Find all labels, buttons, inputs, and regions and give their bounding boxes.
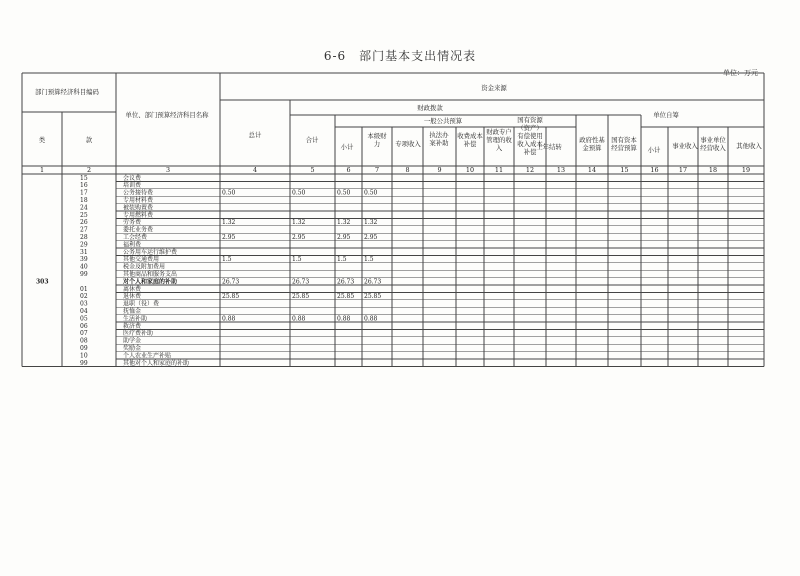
cell-heji: 25.85 xyxy=(292,293,310,301)
cell-kuan: 29 xyxy=(80,241,88,249)
cell-name: 退休费 xyxy=(123,293,142,301)
cell-heji: 26.73 xyxy=(292,278,310,286)
cell-xiaoji: 2.95 xyxy=(337,234,351,241)
column-number: 9 xyxy=(437,166,442,175)
cell-benji: 0.88 xyxy=(364,315,378,323)
table-row xyxy=(80,322,142,330)
cell-name: 工会经费 xyxy=(123,234,148,241)
column-number: 11 xyxy=(494,166,504,175)
cell-xiaoji: 25.85 xyxy=(337,293,355,301)
cell-kuan: 07 xyxy=(80,330,88,338)
cell-total: 2.95 xyxy=(222,234,236,241)
cell-heji: 0.88 xyxy=(292,315,306,323)
column-number: 16 xyxy=(650,166,659,175)
table-row xyxy=(80,351,171,359)
cell-kuan: 25 xyxy=(80,211,88,219)
cell-total: 25.85 xyxy=(222,293,240,301)
column-number: 12 xyxy=(525,166,535,175)
cell-kuan: 17 xyxy=(80,189,88,197)
table-row xyxy=(80,270,177,278)
cell-benji: 2.95 xyxy=(364,234,378,241)
column-number-row xyxy=(40,166,750,174)
cell-benji: 26.73 xyxy=(364,278,382,286)
cell-name: 专用燃料费 xyxy=(123,211,154,219)
column-number: 1 xyxy=(39,166,45,175)
cell-kuan: 39 xyxy=(80,256,88,264)
header-qita: 其他收入 xyxy=(736,142,762,150)
column-number: 6 xyxy=(346,166,351,175)
cell-name: 抚恤金 xyxy=(123,308,142,315)
cell-total: 0.88 xyxy=(222,315,236,323)
header-self: 单位自筹 xyxy=(653,111,679,119)
cell-name: 其他对个人和家庭的补助 xyxy=(123,359,190,367)
cell-xiaoji: 1.32 xyxy=(337,219,351,227)
cell-xiaoji: 1.5 xyxy=(337,256,347,264)
column-number: 18 xyxy=(708,166,718,175)
cell-name: 公务用车运行维护费 xyxy=(123,248,178,256)
table-row xyxy=(80,226,154,234)
cell-name: 对个人和家庭的补助 xyxy=(123,278,178,286)
column-number: 2 xyxy=(86,166,92,175)
cell-kuan: 24 xyxy=(80,204,88,212)
header-self-xiaoji: 小计 xyxy=(647,146,661,154)
cell-name: 奖励金 xyxy=(123,345,142,352)
cell-xiaoji: 0.50 xyxy=(337,189,351,197)
cell-heji: 1.5 xyxy=(292,256,302,264)
cell-name: 离休费 xyxy=(123,285,142,293)
cell-name: 培训费 xyxy=(123,182,142,190)
cell-kuan: 03 xyxy=(80,300,88,308)
cell-kuan: 28 xyxy=(80,234,88,241)
page-title: 6-6 部门基本支出情况表 xyxy=(323,49,477,63)
cell-kuan: 15 xyxy=(80,174,88,182)
header-source: 资金来源 xyxy=(481,84,507,92)
table-row xyxy=(80,307,141,315)
cell-kuan: 10 xyxy=(80,352,88,360)
header-heji: 合计 xyxy=(305,136,319,144)
cell-name: 公务接待费 xyxy=(123,189,154,197)
header-general-budget: 一般公共预算 xyxy=(423,117,463,125)
cell-benji: 25.85 xyxy=(364,293,382,301)
column-number: 14 xyxy=(587,166,597,175)
table-row xyxy=(80,255,374,263)
table-row xyxy=(80,292,381,300)
cell-xiaoji: 26.73 xyxy=(337,278,355,286)
table-row xyxy=(80,359,189,367)
header-total: 总计 xyxy=(248,131,262,139)
table-row xyxy=(80,174,142,182)
header-shangnian: 上年结转 xyxy=(536,143,562,151)
cell-heji: 0.50 xyxy=(292,189,306,197)
table-row xyxy=(80,189,378,197)
header-zhifa: 案补助 xyxy=(429,139,449,147)
column-number: 4 xyxy=(252,166,258,175)
header-guoyou-zichan: 补偿 xyxy=(523,148,537,156)
table-row xyxy=(80,248,178,256)
header-name: 单位、部门预算经济科目名称 xyxy=(125,111,209,119)
cell-name: 福利费 xyxy=(123,241,142,249)
header-shoufei: 补偿 xyxy=(463,140,477,148)
cell-name: 专用材料费 xyxy=(123,197,154,204)
header-code-group: 部门预算经济科目编码 xyxy=(35,88,99,96)
header-lei: 类 xyxy=(38,136,46,144)
cell-name: 生活补助 xyxy=(123,315,148,323)
cell-name: 个人农业生产补贴 xyxy=(123,352,172,360)
header-guoyou-ziben: 经营预算 xyxy=(611,144,637,152)
table-row xyxy=(80,337,141,345)
column-number: 15 xyxy=(620,166,629,175)
header-shiye-jingying: 事业单位 xyxy=(700,136,726,144)
cell-kuan: 16 xyxy=(80,182,88,190)
cell-heji: 1.32 xyxy=(292,219,306,227)
cell-kuan: 04 xyxy=(80,308,88,315)
table-row xyxy=(80,314,378,322)
header-caizheng-zhuanhu: 管理的收 xyxy=(486,136,512,144)
header-caizheng-zhuanhu: 财政专户 xyxy=(486,128,512,136)
cell-kuan: 40 xyxy=(80,263,88,271)
column-number: 3 xyxy=(165,166,171,175)
table-row xyxy=(80,285,142,293)
table-row xyxy=(80,263,165,271)
cell-total: 0.50 xyxy=(222,189,236,197)
cell-name: 被装购置费 xyxy=(123,204,154,212)
cell-xiaoji: 0.88 xyxy=(337,315,351,323)
header-caizheng-zhuanhu: 入 xyxy=(495,144,503,152)
column-number: 8 xyxy=(405,166,410,175)
cell-kuan: 06 xyxy=(80,322,88,330)
cell-name: 会议费 xyxy=(123,174,142,182)
header-guoyou-ziben: 国有资本 xyxy=(611,136,637,144)
cell-kuan: 08 xyxy=(80,337,88,345)
cell-kuan: 09 xyxy=(80,345,88,352)
cell-total: 1.32 xyxy=(222,219,236,227)
cell-kuan: 01 xyxy=(80,285,88,293)
header-fiscal: 财政拨款 xyxy=(417,104,443,112)
header-guoyou-zichan: 国有资源 xyxy=(517,116,543,124)
header-benji: 力 xyxy=(373,140,381,148)
header-kuan: 款 xyxy=(85,136,93,144)
table-row xyxy=(80,203,154,211)
header-shoufei: 收费成本 xyxy=(457,132,483,140)
table-row xyxy=(80,300,160,308)
cell-kuan: 18 xyxy=(80,197,88,204)
cell-total: 26.73 xyxy=(222,278,240,286)
header-shiye: 事业收入 xyxy=(672,142,698,150)
cell-kuan: 99 xyxy=(80,359,88,367)
header-guoyou-zichan: 有偿使用 xyxy=(517,132,543,140)
header-zhifa: 执法办 xyxy=(429,131,449,139)
cell-benji: 0.50 xyxy=(364,189,378,197)
header-guoyou-zichan: （资产） xyxy=(517,124,543,132)
table-row xyxy=(80,211,154,219)
column-number: 7 xyxy=(374,166,380,175)
table-row xyxy=(80,329,153,337)
header-zhengfu-jijin: 政府性基 xyxy=(579,136,605,144)
table-row xyxy=(80,196,154,204)
column-number: 5 xyxy=(310,166,315,175)
cell-kuan: 27 xyxy=(80,226,88,234)
header-zhengfu-jijin: 金预算 xyxy=(582,144,602,152)
header-benji: 本级财 xyxy=(367,132,387,140)
table-row xyxy=(36,277,381,285)
cell-kuan: 26 xyxy=(80,219,88,227)
cell-benji: 1.5 xyxy=(364,256,374,264)
cell-name: 其他交通费用 xyxy=(123,256,160,264)
cell-name: 救济费 xyxy=(123,322,142,330)
header-zhuanxiang: 专项收入 xyxy=(395,140,421,148)
cell-benji: 1.32 xyxy=(364,219,378,227)
cell-name: 委托业务费 xyxy=(123,226,154,234)
table-row xyxy=(80,233,378,241)
unit-label: 单位：万元 xyxy=(723,69,758,77)
table-row xyxy=(80,240,142,248)
header-xiaoji: 小计 xyxy=(340,143,354,151)
header-guoyou-zichan: 收入成本 xyxy=(517,140,543,148)
cell-name: 助学金 xyxy=(123,337,142,345)
cell-total: 1.5 xyxy=(222,256,232,264)
table-row xyxy=(80,344,141,352)
column-number: 19 xyxy=(741,166,751,175)
cell-heji: 2.95 xyxy=(292,234,306,241)
cell-lei: 303 xyxy=(36,278,49,286)
header-shiye-jingying: 经营收入 xyxy=(700,144,726,152)
cell-name: 退职（役）费 xyxy=(123,300,160,308)
cell-name: 医疗费补助 xyxy=(123,330,154,338)
cell-name: 劳务费 xyxy=(123,219,142,227)
table-row xyxy=(80,218,378,226)
cell-name: 其他商品和服务支出 xyxy=(123,271,178,278)
column-number: 10 xyxy=(465,166,475,175)
cell-kuan: 05 xyxy=(80,315,88,323)
cell-name: 税金及附加费用 xyxy=(123,263,166,271)
cell-kuan: 31 xyxy=(80,248,88,256)
column-number: 17 xyxy=(678,166,688,175)
cell-kuan: 99 xyxy=(80,271,88,278)
table-row xyxy=(80,181,142,189)
column-number: 13 xyxy=(556,166,566,175)
cell-kuan: 02 xyxy=(80,293,88,301)
